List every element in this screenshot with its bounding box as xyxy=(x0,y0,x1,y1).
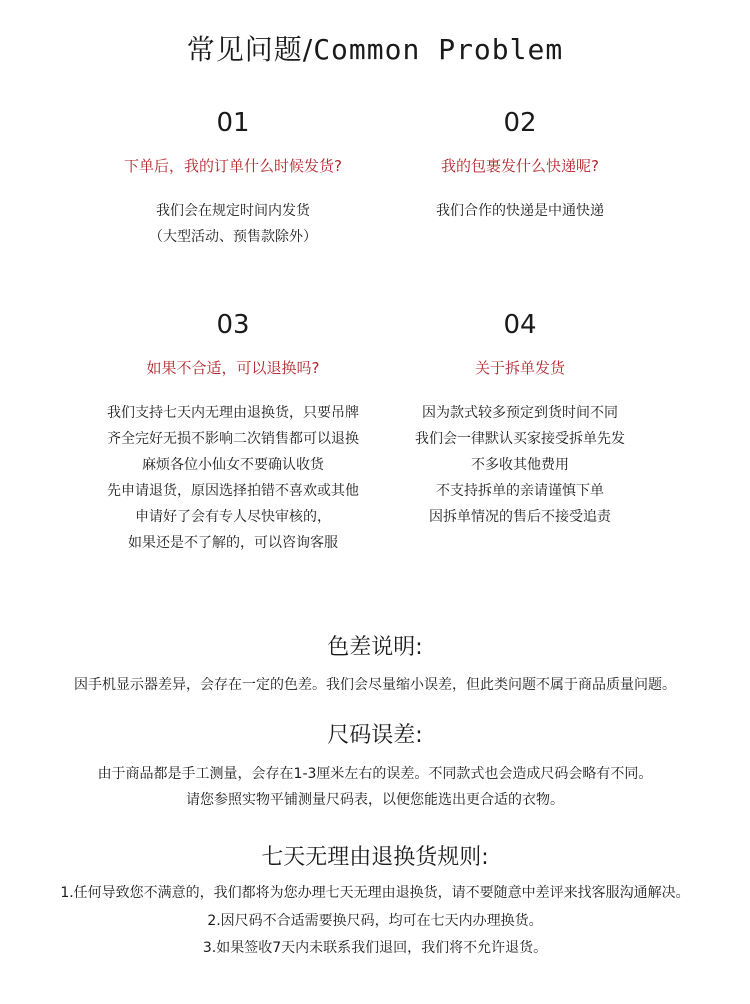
faq-answer-line: 先申请退货，原因选择拍错不喜欢或其他 xyxy=(107,483,359,499)
faq-item-2 xyxy=(370,108,670,224)
size-note-line-1: 由于商品都是手工测量，会存在1-3厘米左右的误差。不同款式也会造成尺码会略有不同。 xyxy=(97,766,653,782)
return-rule-2: 2.因尺码不合适需要换尺码，均可在七天内办理换货。 xyxy=(207,913,543,929)
faq-item-4 xyxy=(370,310,670,530)
faq-answer-line: 我们支持七天内无理由退换货，只要吊牌 xyxy=(107,405,359,421)
return-rule-1: 1.任何导致您不满意的，我们都将为您办理七天无理由退换货，请不要随意中差评来找客服沟通解决。 xyxy=(60,885,690,901)
faq-answer-line: 因拆单情况的售后不接受追责 xyxy=(429,509,611,525)
size-note-heading: 尺码误差: xyxy=(327,723,423,748)
faq-answer-line: 申请好了会有专人尽快审核的， xyxy=(135,509,331,525)
color-note-text: 因手机显示器差异，会存在一定的色差。我们会尽量缩小误差，但此类问题不属于商品质量问题。 xyxy=(74,677,676,693)
faq-question: 下单后，我的订单什么时候发货? xyxy=(124,157,342,175)
faq-answer-line: 不多收其他费用 xyxy=(471,457,569,473)
color-note-heading: 色差说明: xyxy=(327,635,423,660)
page-title-cn: 常见问题/ xyxy=(186,33,314,66)
return-rules-heading: 七天无理由退换货规则: xyxy=(261,845,489,870)
faq-question: 我的包裹发什么快递呢? xyxy=(441,157,599,175)
faq-answer xyxy=(83,400,383,556)
return-rule-3: 3.如果签收7天内未联系我们退回，我们将不允许退货。 xyxy=(202,940,548,956)
faq-answer xyxy=(370,198,670,224)
faq-answer-line: 麻烦各位小仙女不要确认收货 xyxy=(142,457,324,473)
faq-answer-line: 不支持拆单的亲请谨慎下单 xyxy=(436,483,604,499)
faq-number: 03 xyxy=(216,310,250,340)
faq-answer-line: 如果还是不了解的，可以咨询客服 xyxy=(128,535,338,551)
faq-number: 02 xyxy=(503,108,537,138)
faq-question: 如果不合适，可以退换吗? xyxy=(146,359,320,377)
faq-answer-line: 我们会一律默认买家接受拆单先发 xyxy=(415,431,625,447)
faq-item-3 xyxy=(83,310,383,556)
faq-answer xyxy=(370,400,670,530)
faq-answer-line: 齐全完好无损不影响二次销售都可以退换 xyxy=(107,431,359,447)
page-title-en: Common Problem xyxy=(313,33,564,66)
faq-answer xyxy=(83,198,383,250)
faq-number: 01 xyxy=(216,108,250,138)
faq-answer-line: 我们合作的快递是中通快递 xyxy=(436,203,604,219)
faq-answer-line: 我们会在规定时间内发货 xyxy=(156,203,310,219)
page-title xyxy=(0,28,750,68)
size-note-line-2: 请您参照实物平铺测量尺码表，以便您能选出更合适的衣物。 xyxy=(186,792,564,808)
faq-answer-line: 因为款式较多预定到货时间不同 xyxy=(422,405,618,421)
faq-number: 04 xyxy=(503,310,537,340)
faq-answer-line: （大型活动、预售款除外） xyxy=(149,229,317,245)
faq-item-1 xyxy=(83,108,383,250)
faq-question: 关于拆单发货 xyxy=(474,359,565,377)
